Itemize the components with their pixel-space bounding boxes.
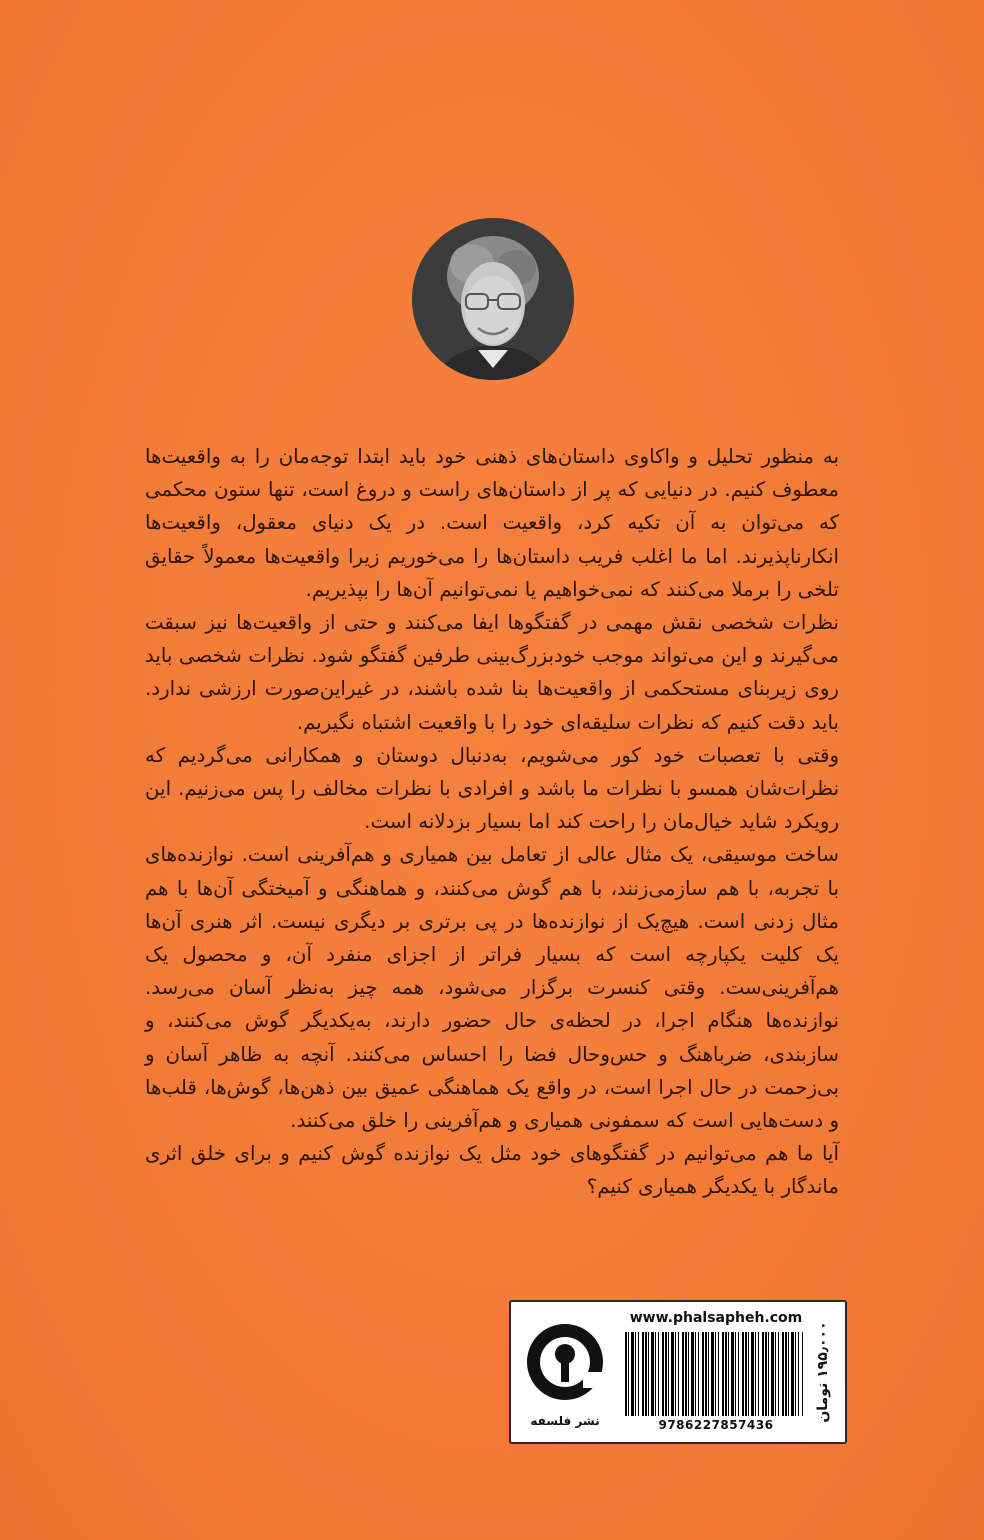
barcode-icon (625, 1332, 803, 1416)
back-cover-text (145, 440, 839, 1204)
paragraph-facts: به منظور تحلیل و واکاوی داستان‌های ذهنی خود باید ابتدا توجه‌مان را به واقعیت‌ها معطوف کنیم. در دنیایی که پر از داستان‌های راست و دروغ است، تنها ستون محکمی که می‌توان به آن تکیه کرد، واقعیت است. در یک دنیای معقول، واقعیت‌ها انکارناپذیرند. اما ما اغلب فریب داستان‌ها را می‌خوریم زیرا واقعیت‌ها معمولاً حقایق تلخی را برملا می‌کنند که نمی‌خواهیم یا نمی‌توانیم آن‌ها را بپذیریم. (145, 445, 839, 601)
publisher-name: نشر فلسفه (530, 1414, 600, 1428)
publisher-logo-icon (521, 1314, 609, 1414)
paragraph-question: آیا ما هم می‌توانیم در گفتگوهای خود مثل یک نوازنده گوش کنیم و برای خلق اثری ماندگار با یکدیگر همیاری کنیم؟ (145, 1142, 839, 1199)
author-portrait-photo-icon (412, 218, 574, 380)
price-label: ۱۹۵٫۰۰۰ تومان (815, 1321, 831, 1423)
isbn-number: 9786227857436 (658, 1418, 774, 1432)
publisher-website: www.phalsapheh.com (629, 1310, 803, 1326)
paragraph-biases: وقتی با تعصبات خود کور می‌شویم، به‌دنبال دوستان و همکارانی می‌گردیم که نظرات‌شان همسو با نظرات ما باشد و افرادی با نظرات مخالف را پس می‌زنیم. این رویکرد شاید خیال‌مان را راحت کند اما بسیار بزدلانه است. (145, 743, 839, 834)
barcode-box (509, 1300, 847, 1444)
publisher-logo (521, 1314, 609, 1414)
paragraph-music: ساخت موسیقی، یک مثال عالی از تعامل بین همیاری و هم‌آفرینی است. نوازنده‌های با تجربه، با هم سازمی‌زنند، با هم گوش می‌کنند، و هماهنگی و آمیختگی آن‌ها با هم مثال زدنی است. هیچ‌یک از نوازنده‌ها در پی برتری بر دیگری نیست. اثر هنری آن‌ها یک کلیت یکپارچه است که بسیار فراتر از اجزای منفرد آن، و محصول یک هم‌آفرینی‌ست. وقتی کنسرت برگزار می‌شود، همه چیز به‌نظر آسان می‌رسد. نوازنده‌ها هنگام اجرا، در لحظه‌ی حال حضور دارند، به‌یکدیگر گوش می‌کنند، و سازبندی، ضرباهنگ و حس‌وحال فضا را احساس می‌کنند. آنچه به ظاهر آسان و بی‌زحمت در حال اجرا است، در واقع یک هماهنگی عمیق بین ذهن‌ها، گوش‌ها، قلب‌ها و دست‌هایی است که سمفونی همیاری و هم‌آفرینی را خلق می‌کنند. (145, 843, 839, 1133)
paragraph-opinions: نظرات شخصی نقش مهمی در گفتگوها ایفا می‌کنند و حتی از واقعیت‌ها نیز سبقت می‌گیرند و این می‌تواند موجب خودبزرگ‌بینی طرفین گفتگو شود. نظرات شخصی باید روی زیربنای مستحکمی از واقعیت‌ها بنا شده باشند، در غیراین‌صورت ارزشی ندارد. باید دقت کنیم که نظرات سلیقه‌ای خود را با واقعیت اشتباه نگیریم. (145, 611, 839, 734)
author-portrait (412, 218, 574, 380)
